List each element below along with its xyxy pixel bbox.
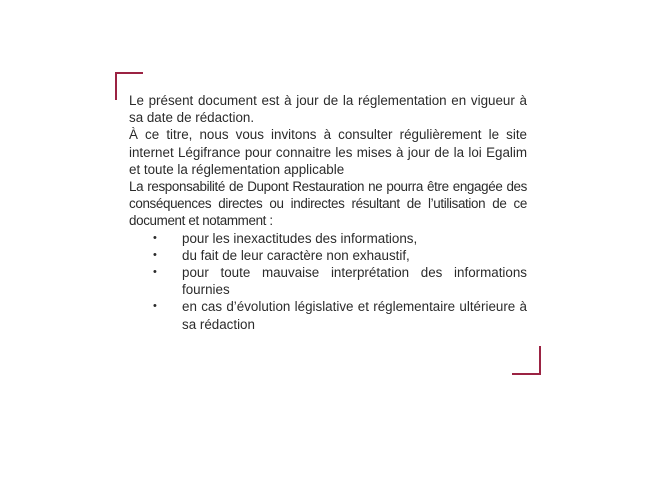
list-item [129,230,527,247]
liability-bullet-list [129,230,527,333]
bottom-right-corner-bracket [512,346,541,375]
paragraph-legifrance: À ce titre, nous vous invitons à consulter régulièrement le site internet Légifrance pour connaitre les mises à jour de la loi Egalim et toute la réglementation applicable [129,127,527,177]
list-item-text: en cas d’évolution législative et réglementaire ultérieure à sa rédaction [182,299,527,332]
list-item-text: du fait de leur caractère non exhaustif, [182,247,410,263]
bullet-icon: • [153,266,157,279]
paragraph-up-to-date: Le présent document est à jour de la réglementation en vigueur à sa date de rédaction. [129,93,527,126]
list-item-text: pour les inexactitudes des informations, [182,230,418,246]
bullet-icon: • [153,248,157,261]
bullet-icon: • [153,300,157,313]
list-item-text: pour toute mauvaise interprétation des informations fournies [182,265,527,298]
bullet-icon: • [153,231,157,244]
list-item [129,247,527,264]
disclaimer-text-block [129,92,527,333]
list-item [129,298,527,332]
list-item [129,264,527,298]
paragraph-responsibility: La responsabilité de Dupont Restauration ne pourra être engagée des conséquences directes ou indirectes résultant de l’utilisation de ce document et notamment : [129,179,527,229]
